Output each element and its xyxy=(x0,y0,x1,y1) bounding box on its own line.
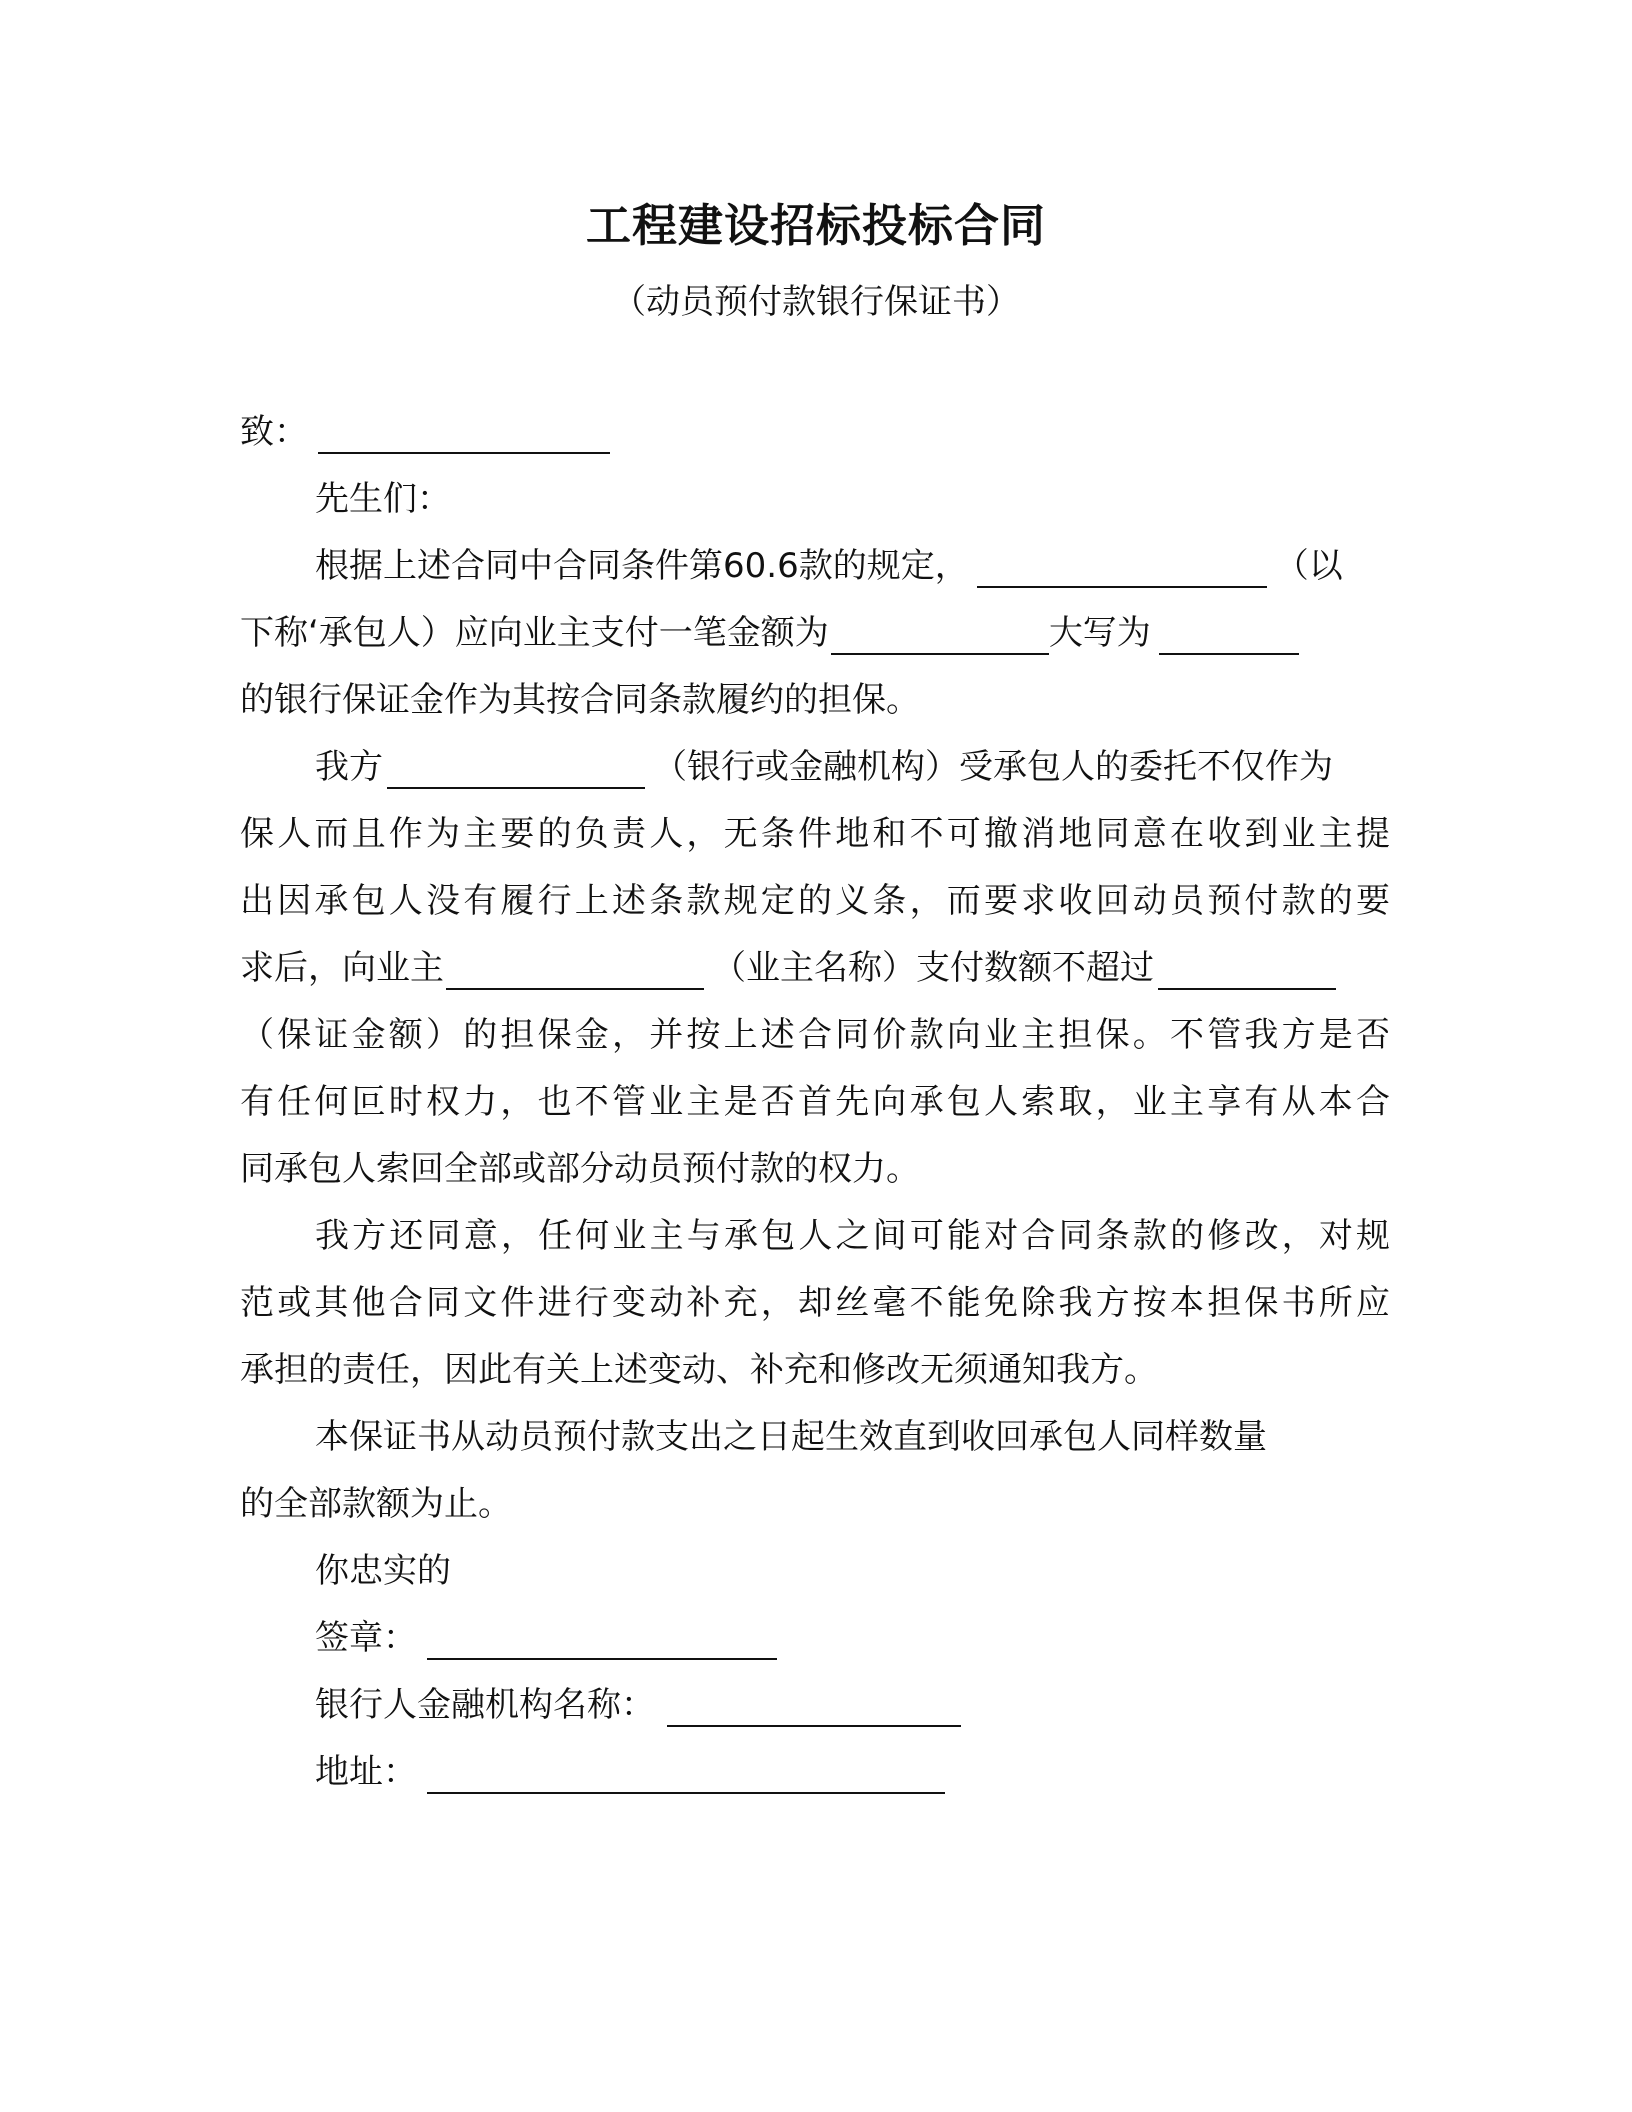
bank-name-blank[interactable] xyxy=(387,743,645,789)
signature-line xyxy=(315,1614,777,1662)
paragraph-3-line-1: 我方还同意，任何业主与承包人之间可能对合同条款的修改，对规 xyxy=(315,1216,1390,1256)
paragraph-2-line-5: （保证金额）的担保金，并按上述合同价款向业主担保。不管我方是否 xyxy=(240,1015,1390,1055)
paragraph-3-line-3: 承担的责任，因此有关上述变动、补充和修改无须通知我方。 xyxy=(240,1350,1158,1390)
paragraph-2-line-6: 有任何叵时权力，也不管业主是否首先向承包人索取，业主享有从本合 xyxy=(240,1082,1390,1122)
amount-blank[interactable] xyxy=(831,609,1049,655)
document-title: 工程建设招标投标合同 xyxy=(585,199,1046,252)
bank-institution-label: 银行人金融机构名称： xyxy=(315,1685,655,1725)
bank-institution-blank[interactable] xyxy=(667,1681,961,1727)
paragraph-1-line-3: 的银行保证金作为其按合同条款履约的担保。 xyxy=(240,680,920,720)
p1-text-c: 下称‘承包人）应向业主支付一笔金额为 xyxy=(240,613,829,653)
paragraph-4-line-2: 的全部款额为止。 xyxy=(240,1484,512,1524)
address-label: 地址： xyxy=(315,1752,417,1792)
p2-text-f: （业主名称）支付数额不超过 xyxy=(712,948,1154,988)
paragraph-4-line-1: 本保证书从动员预付款支出之日起生效直到收回承包人同样数量 xyxy=(315,1417,1267,1457)
recipient-blank[interactable] xyxy=(318,408,610,454)
paragraph-1-line-2 xyxy=(240,609,1299,657)
paragraph-2-line-1 xyxy=(315,743,1333,791)
p1-text-b: （以 xyxy=(1274,546,1343,586)
contractor-name-blank[interactable] xyxy=(977,542,1267,588)
address-blank[interactable] xyxy=(427,1748,945,1794)
paragraph-3-line-2: 范或其他合同文件进行变动补充，却丝毫不能免除我方按本担保书所应 xyxy=(240,1283,1390,1323)
address-line xyxy=(315,1748,945,1796)
p2-text-a: 我方 xyxy=(315,747,383,787)
paragraph-2-line-2: 保人而且作为主要的负责人，无条件地和不可撤消地同意在收到业主提 xyxy=(240,814,1390,854)
p2-text-b: （银行或金融机构）受承包人的委托不仅作为 xyxy=(653,747,1333,787)
owner-name-blank[interactable] xyxy=(446,944,704,990)
signature-blank[interactable] xyxy=(427,1614,777,1660)
paragraph-2-line-3: 出因承包人没有履行上述条款规定的义条，而要求收回动员预付款的要 xyxy=(240,881,1390,921)
amount-in-words-blank[interactable] xyxy=(1159,609,1299,655)
p2-text-e: 求后，向业主 xyxy=(240,948,444,988)
bank-name-line xyxy=(315,1681,961,1729)
closing-sincerely: 你忠实的 xyxy=(315,1551,451,1591)
to-line xyxy=(240,408,610,456)
paragraph-2-line-4 xyxy=(240,944,1336,992)
p1-text-a: 根据上述合同中合同条件第60.6款的规定， xyxy=(315,546,969,586)
to-label: 致： xyxy=(240,412,308,452)
p1-text-d: 大写为 xyxy=(1048,613,1151,653)
paragraph-1-line-1 xyxy=(315,542,1343,590)
paragraph-2-line-7: 同承包人索回全部或部分动员预付款的权力。 xyxy=(240,1149,920,1189)
document-subtitle: （动员预付款银行保证书） xyxy=(612,282,1020,322)
guarantee-amount-blank[interactable] xyxy=(1158,944,1336,990)
signature-label: 签章： xyxy=(315,1618,417,1658)
salutation: 先生们： xyxy=(315,479,451,519)
